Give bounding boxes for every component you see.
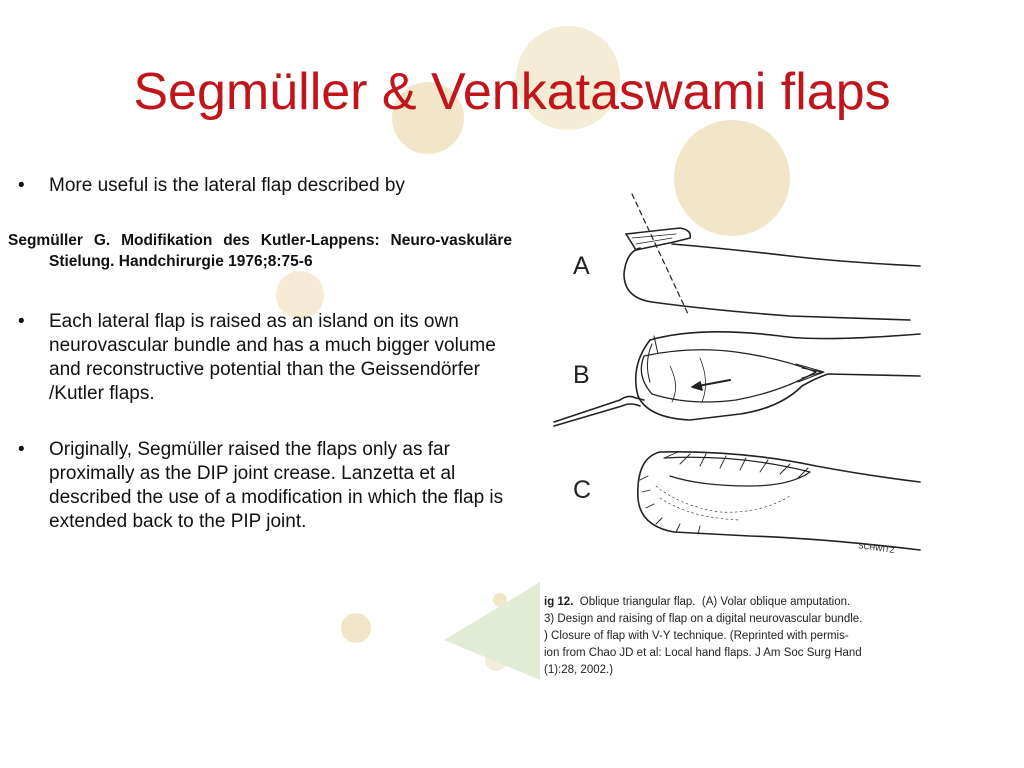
caption-line: ) Closure of flap with V-Y technique. (Reprinted with permis-: [544, 630, 849, 642]
illustrator-signature: SCHWITZ: [857, 541, 896, 556]
bullet-text: Originally, Segmüller raised the flaps only as far proximally as the DIP joint crease. Lanzetta et al described the use of a modification in which the flap is extended back to the PIP joint.: [49, 439, 504, 532]
bullet-item: [8, 174, 512, 198]
bullet-marker: •: [18, 311, 25, 332]
caption-line: ion from Chao JD et al: Local hand flaps. J Am Soc Surg Hand: [544, 647, 862, 659]
slide-title: Segmüller & Venkataswami flaps: [133, 63, 891, 121]
panel-label-c: C: [573, 476, 592, 504]
caption-line: (1):28, 2002.): [544, 664, 614, 676]
panel-b-drawing: [554, 332, 920, 426]
decor-circle: [341, 613, 371, 643]
panel-c-drawing: [638, 452, 920, 550]
bullet-marker: •: [18, 175, 25, 196]
panel-a-drawing: [624, 194, 920, 320]
panel-label-a: A: [573, 252, 590, 280]
bullet-item: [8, 310, 512, 406]
reference-citation: Segmüller G. Modifikation des Kutler-Lappens: Neuro-vaskuläre Stielung. Handchirurgie 1976;8:75-6: [8, 232, 512, 270]
bullet-text: More useful is the lateral flap described by: [49, 175, 405, 196]
panel-label-b: B: [573, 361, 590, 389]
bullet-marker: •: [18, 439, 25, 460]
caption-label: ig 12.: [544, 596, 574, 608]
bullet-item: [8, 438, 512, 534]
caption-line: 3) Design and raising of flap on a digital neurovascular bundle.: [544, 613, 863, 625]
caption-text: (A) Volar oblique amputation.: [701, 596, 851, 608]
bullet-text: Each lateral flap is raised as an island on its own neurovascular bundle and has a much bigger volume and reconstructive potential than the Geissendörfer /Kutler flaps.: [49, 311, 496, 404]
caption-line: [544, 594, 938, 611]
caption-title: Oblique triangular flap.: [579, 596, 696, 608]
figure-caption: [544, 594, 938, 679]
slide-body: [8, 174, 512, 534]
